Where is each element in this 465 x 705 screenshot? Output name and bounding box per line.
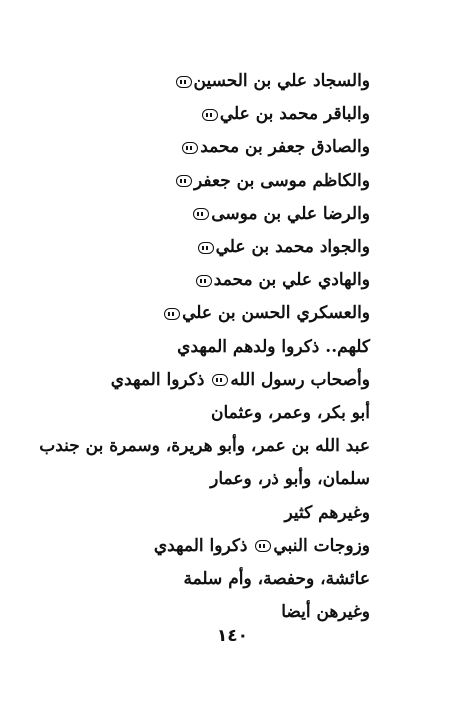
text-line <box>177 336 370 358</box>
text-line <box>154 535 370 557</box>
honorific-symbol-icon <box>182 142 198 154</box>
text-line <box>281 601 370 623</box>
line-text: أبو بكر، وعمر، وعثمان <box>210 403 370 423</box>
text-line <box>111 369 370 391</box>
honorific-symbol-icon <box>255 540 271 552</box>
text-line <box>162 302 370 324</box>
honorific-symbol-icon <box>212 374 228 386</box>
line-text: والرضا علي بن موسى <box>211 203 370 224</box>
honorific-symbol-icon <box>198 242 214 254</box>
honorific-symbol-icon <box>164 308 180 320</box>
line-text: والجواد محمد بن علي <box>215 237 370 257</box>
line-text: سلمان، وأبو ذر، وعمار <box>210 469 370 490</box>
text-line <box>191 203 370 225</box>
line-text: عائشة، وحفصة، وأم سلمة <box>183 569 370 589</box>
line-text: والباقر محمد بن علي <box>219 104 370 125</box>
line-text: كلهم.. ذكروا ولدهم المهدي <box>177 336 370 357</box>
line-text-continuation: ذكروا المهدي <box>110 369 211 390</box>
text-line <box>200 103 370 125</box>
line-text: والعسكري الحسن بن علي <box>182 303 370 324</box>
text-line <box>39 435 370 457</box>
page-number: ١٤٠ <box>216 626 249 646</box>
line-text: وغيرهن أيضا <box>281 602 370 623</box>
honorific-symbol-icon <box>176 76 192 88</box>
honorific-symbol-icon <box>202 109 218 121</box>
text-line <box>284 502 370 524</box>
line-text: وزوجات النبي <box>273 535 370 556</box>
line-text: والهادي علي بن محمد <box>213 270 370 291</box>
text-line <box>183 568 370 590</box>
line-text-continuation: ذكروا المهدي <box>153 535 254 556</box>
line-text: وغيرهم كثير <box>284 502 370 523</box>
text-line <box>194 269 370 291</box>
honorific-symbol-icon <box>176 175 192 187</box>
line-text: والكاظم موسى بن جعفر <box>194 170 370 191</box>
text-line <box>174 170 370 192</box>
text-line <box>180 136 370 158</box>
line-text: وأصحاب رسول الله <box>230 369 370 390</box>
line-text: عبد الله بن عمر، وأبو هريرة، وسمرة بن جندب <box>39 436 370 457</box>
line-text: والصادق جعفر بن محمد <box>200 137 370 158</box>
text-line <box>196 236 370 258</box>
text-line <box>210 468 370 490</box>
honorific-symbol-icon <box>193 208 209 220</box>
text-line <box>174 70 370 92</box>
honorific-symbol-icon <box>196 275 212 287</box>
line-text: والسجاد علي بن الحسين <box>193 71 370 91</box>
text-line <box>211 402 370 424</box>
